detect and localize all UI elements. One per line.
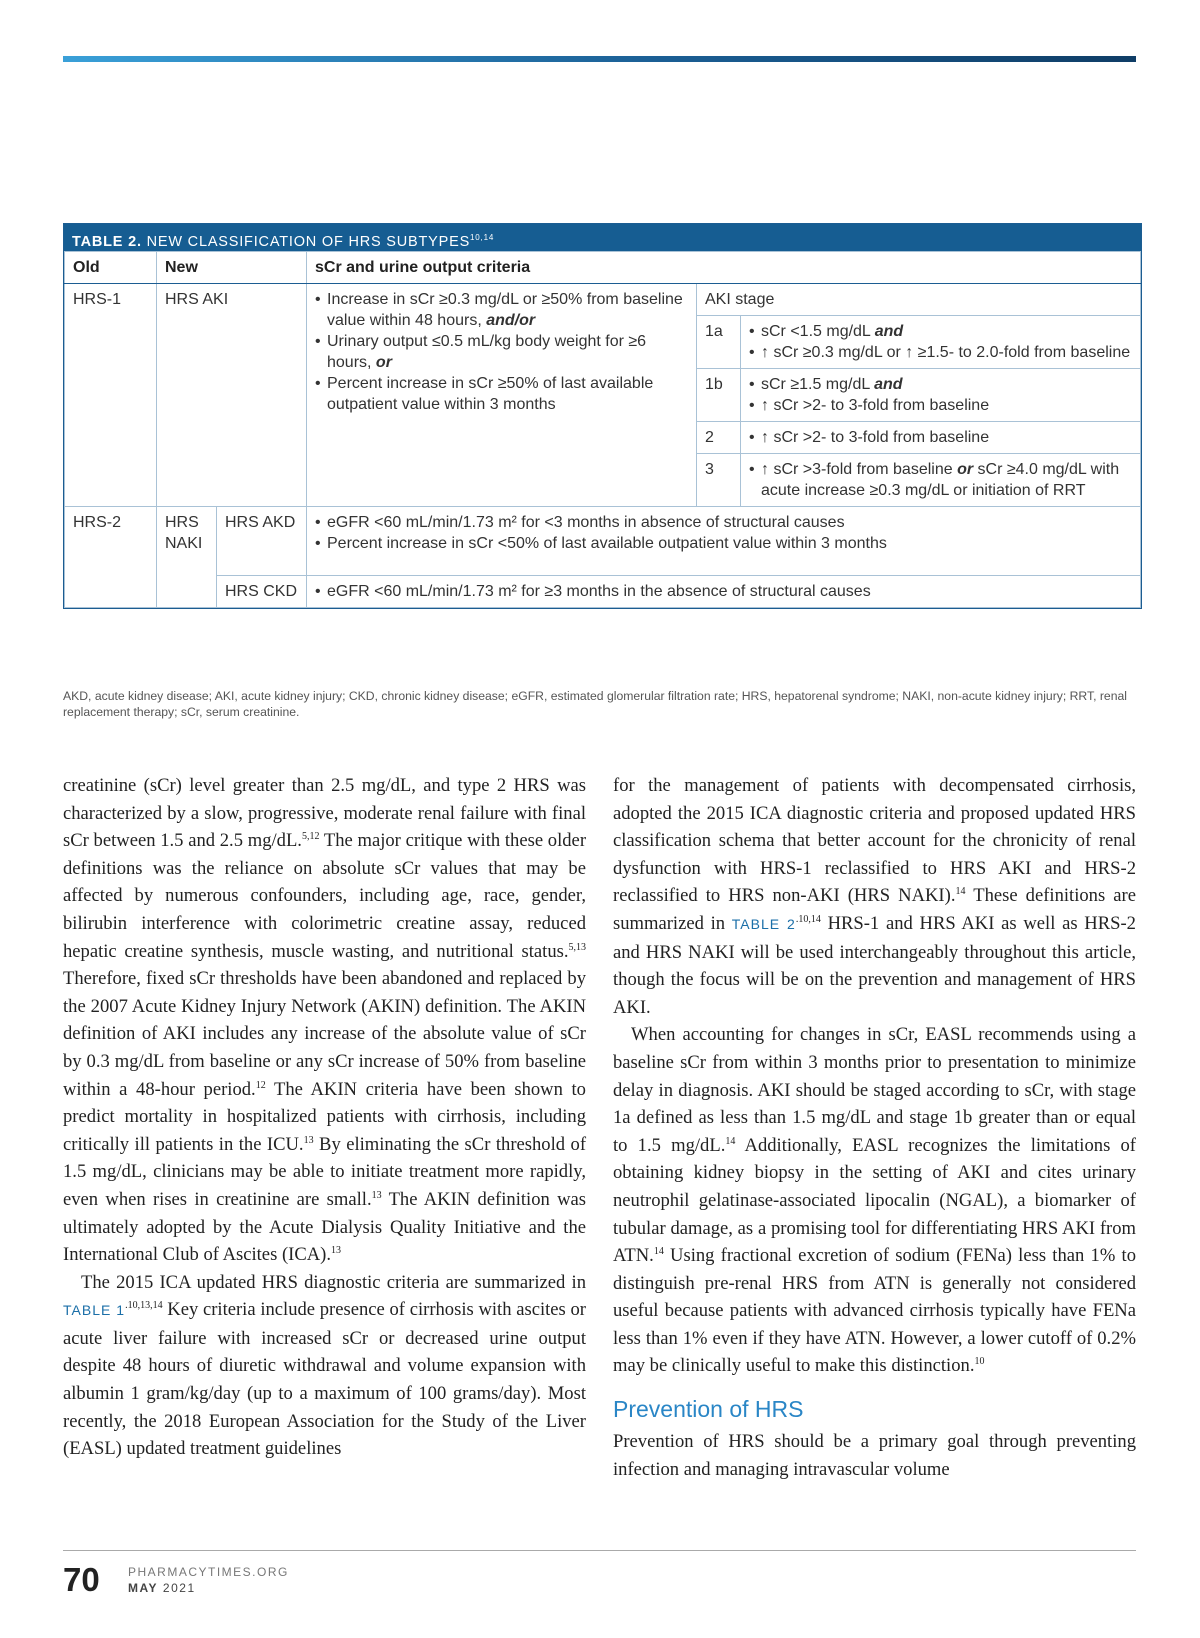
aki-stage-header: AKI stage: [697, 284, 1141, 316]
table-title: TABLE 2. NEW CLASSIFICATION OF HRS SUBTYPES$^{10,14}$: [64, 224, 1141, 251]
row-hrs1-new: HRS AKI: [157, 284, 307, 507]
row-hrs1-old: HRS-1: [65, 284, 157, 507]
page-number: 70: [63, 1561, 100, 1598]
right-column: [613, 772, 1136, 1483]
table-1-link[interactable]: TABLE 1: [63, 1302, 126, 1319]
footer-site: PHARMACYTIMES.ORG: [128, 1565, 289, 1579]
paragraph: for the management of patients with decompensated cirrhosis, adopted the 2015 ICA diagnostic criteria and proposed updated HRS classification schema that better account for the chronicity of renal dysfunction with HRS-1 reclassified to HRS AKI and HRS-2 reclassified to HRS non-AKI (HRS NAKI).$^{14}$ These definitions are summarized in TABLE $2^{.10,14}$ HRS-1 and HRS AKI as well as HRS-2 and HRS NAKI will be used interchangeably throughout this article, though the focus will be on the prevention and management of HRS AKI.: [613, 775, 1136, 1018]
criteria-item: • Percent increase in sCr ≥50% of last available outpatient value within 3 months: [315, 373, 688, 415]
paragraph: Prevention of HRS should be a primary goal through preventing infection and managing intravascular volume: [613, 1431, 1136, 1480]
row-hrs2-ckd-criteria: • eGFR <60 mL/min/1.73 m² for ≥3 months in the absence of structural causes: [307, 576, 1141, 608]
stage-label: 3: [697, 454, 741, 507]
stage-label: 2: [697, 422, 741, 454]
row-hrs2-new: HRS NAKI: [157, 507, 217, 608]
stage-criteria: • sCr ≥1.5 mg/dL and • ↑ sCr >2- to 3-fold from baseline: [741, 369, 1141, 422]
table-2: [63, 223, 1142, 609]
paragraph: When accounting for changes in sCr, EASL recommends using a baseline sCr from within 3 months prior to presentation to minimize delay in diagnosis. AKI should be staged according to sCr, with stage 1a defined as less than 1.5 mg/dL and stage 1b greater than or equal to 1.5 mg/dL.$^{14}$ Additionally, EASL recognizes the limitations of obtaining kidney biopsy in the setting of AKI and cites urinary neutrophil gelatinase-associated lipocalin (NGAL), a biomarker of tubular damage, as a promising tool for differentiating HRS AKI from ATN.$^{14}$ Using fractional excretion of sodium (FENa) less than 1% to distinguish pre-renal HRS from ATN is generally not considered useful because patients with advanced cirrhosis typically have FENa less than 1% even if they have ATN. However, a lower cutoff of 0.2% may be clinically useful to make this distinction.$^{10}$: [613, 1024, 1136, 1377]
paragraph: The 2015 ICA updated HRS diagnostic criteria are summarized in TABLE $1^{.10,13,14}$ Key criteria include presence of cirrhosis with ascites or acute liver failure with increased sCr or decreased urine output despite 48 hours of diuretic withdrawal and volume expansion with albumin 1 gram/kg/day (up to a maximum of 100 grams/day). Most recently, the 2018 European Association for the Study of the Liver (EASL) updated treatment guidelines: [63, 1271, 586, 1460]
row-hrs2-old: HRS-2: [65, 507, 157, 608]
stage-criteria: • ↑ sCr >2- to 3-fold from baseline: [741, 422, 1141, 454]
table-2-link[interactable]: TABLE 2: [731, 915, 796, 932]
stage-criteria: • sCr <1.5 mg/dL and • ↑ sCr ≥0.3 mg/dL or ↑ ≥1.5- to 2.0-fold from baseline: [741, 316, 1141, 369]
top-accent-bar: [63, 56, 1136, 62]
row-hrs2-akd-label: HRS AKD: [217, 507, 307, 576]
paragraph: creatinine (sCr) level greater than 2.5 mg/dL, and type 2 HRS was characterized by a slow, progressive, moderate renal failure with final sCr between 1.5 and 2.5 mg/dL.$^{5,12}$ The major critique with these older definitions was the reliance on absolute sCr values that may be affected by numerous confounders, including age, race, gender, bilirubin interference with colorimetric creatine assay, reduced hepatic creatine synthesis, muscle wasting, and nutritional status.$^{5,13}$ Therefore, fixed sCr thresholds have been abandoned and replaced by the 2007 Acute Kidney Injury Network (AKIN) definition. The AKIN definition of AKI includes any increase of the absolute value of sCr by 0.3 mg/dL from baseline or any sCr increase of 50% from baseline within a 48-hour period.$^{12}$ The AKIN criteria have been shown to predict mortality in hospitalized patients with cirrhosis, including critically ill patients in the ICU.$^{13}$ By eliminating the sCr threshold of 1.5 mg/dL, clinicians may be able to initiate treatment more rapidly, even when rises in creatinine are small.$^{13}$ The AKIN definition was ultimately adopted by the Acute Dialysis Quality Initiative and the International Club of Ascites (ICA).$^{13}$: [63, 775, 587, 1266]
table-footnote: AKD, acute kidney disease; AKI, acute kidney injury; CKD, chronic kidney disease; eGFR, estimated glomerular filtration rate; HRS, hepatorenal syndrome; NAKI, non-acute kidney injury; RRT, renal replacement therapy; sCr, serum creatinine.: [63, 689, 1127, 719]
stage-label: 1b: [697, 369, 741, 422]
footer-date: MAY 2021: [128, 1581, 196, 1595]
row-hrs1-criteria: [307, 284, 697, 507]
section-heading: Prevention of HRS: [613, 1396, 804, 1423]
header-criteria: sCr and urine output criteria: [307, 252, 1141, 284]
stage-label: 1a: [697, 316, 741, 369]
stage-criteria: • ↑ sCr >3-fold from baseline or sCr ≥4.0 mg/dL with acute increase ≥0.3 mg/dL or initiation of RRT: [741, 454, 1141, 507]
footer-divider: [63, 1550, 1136, 1551]
criteria-item: • Urinary output ≤0.5 mL/kg body weight for ≥6 hours, or: [315, 331, 688, 373]
classification-table: [64, 251, 1141, 608]
row-hrs2-akd-criteria: • eGFR <60 mL/min/1.73 m² for <3 months in absence of structural causes • Percent increase in sCr <50% of last available outpatient value within 3 months: [307, 507, 1141, 576]
left-column: [63, 772, 586, 1463]
header-old: Old: [65, 252, 157, 284]
header-new: New: [157, 252, 307, 284]
row-hrs2-ckd-label: HRS CKD: [217, 576, 307, 608]
criteria-item: • Increase in sCr ≥0.3 mg/dL or ≥50% from baseline value within 48 hours, and/or: [315, 289, 688, 331]
